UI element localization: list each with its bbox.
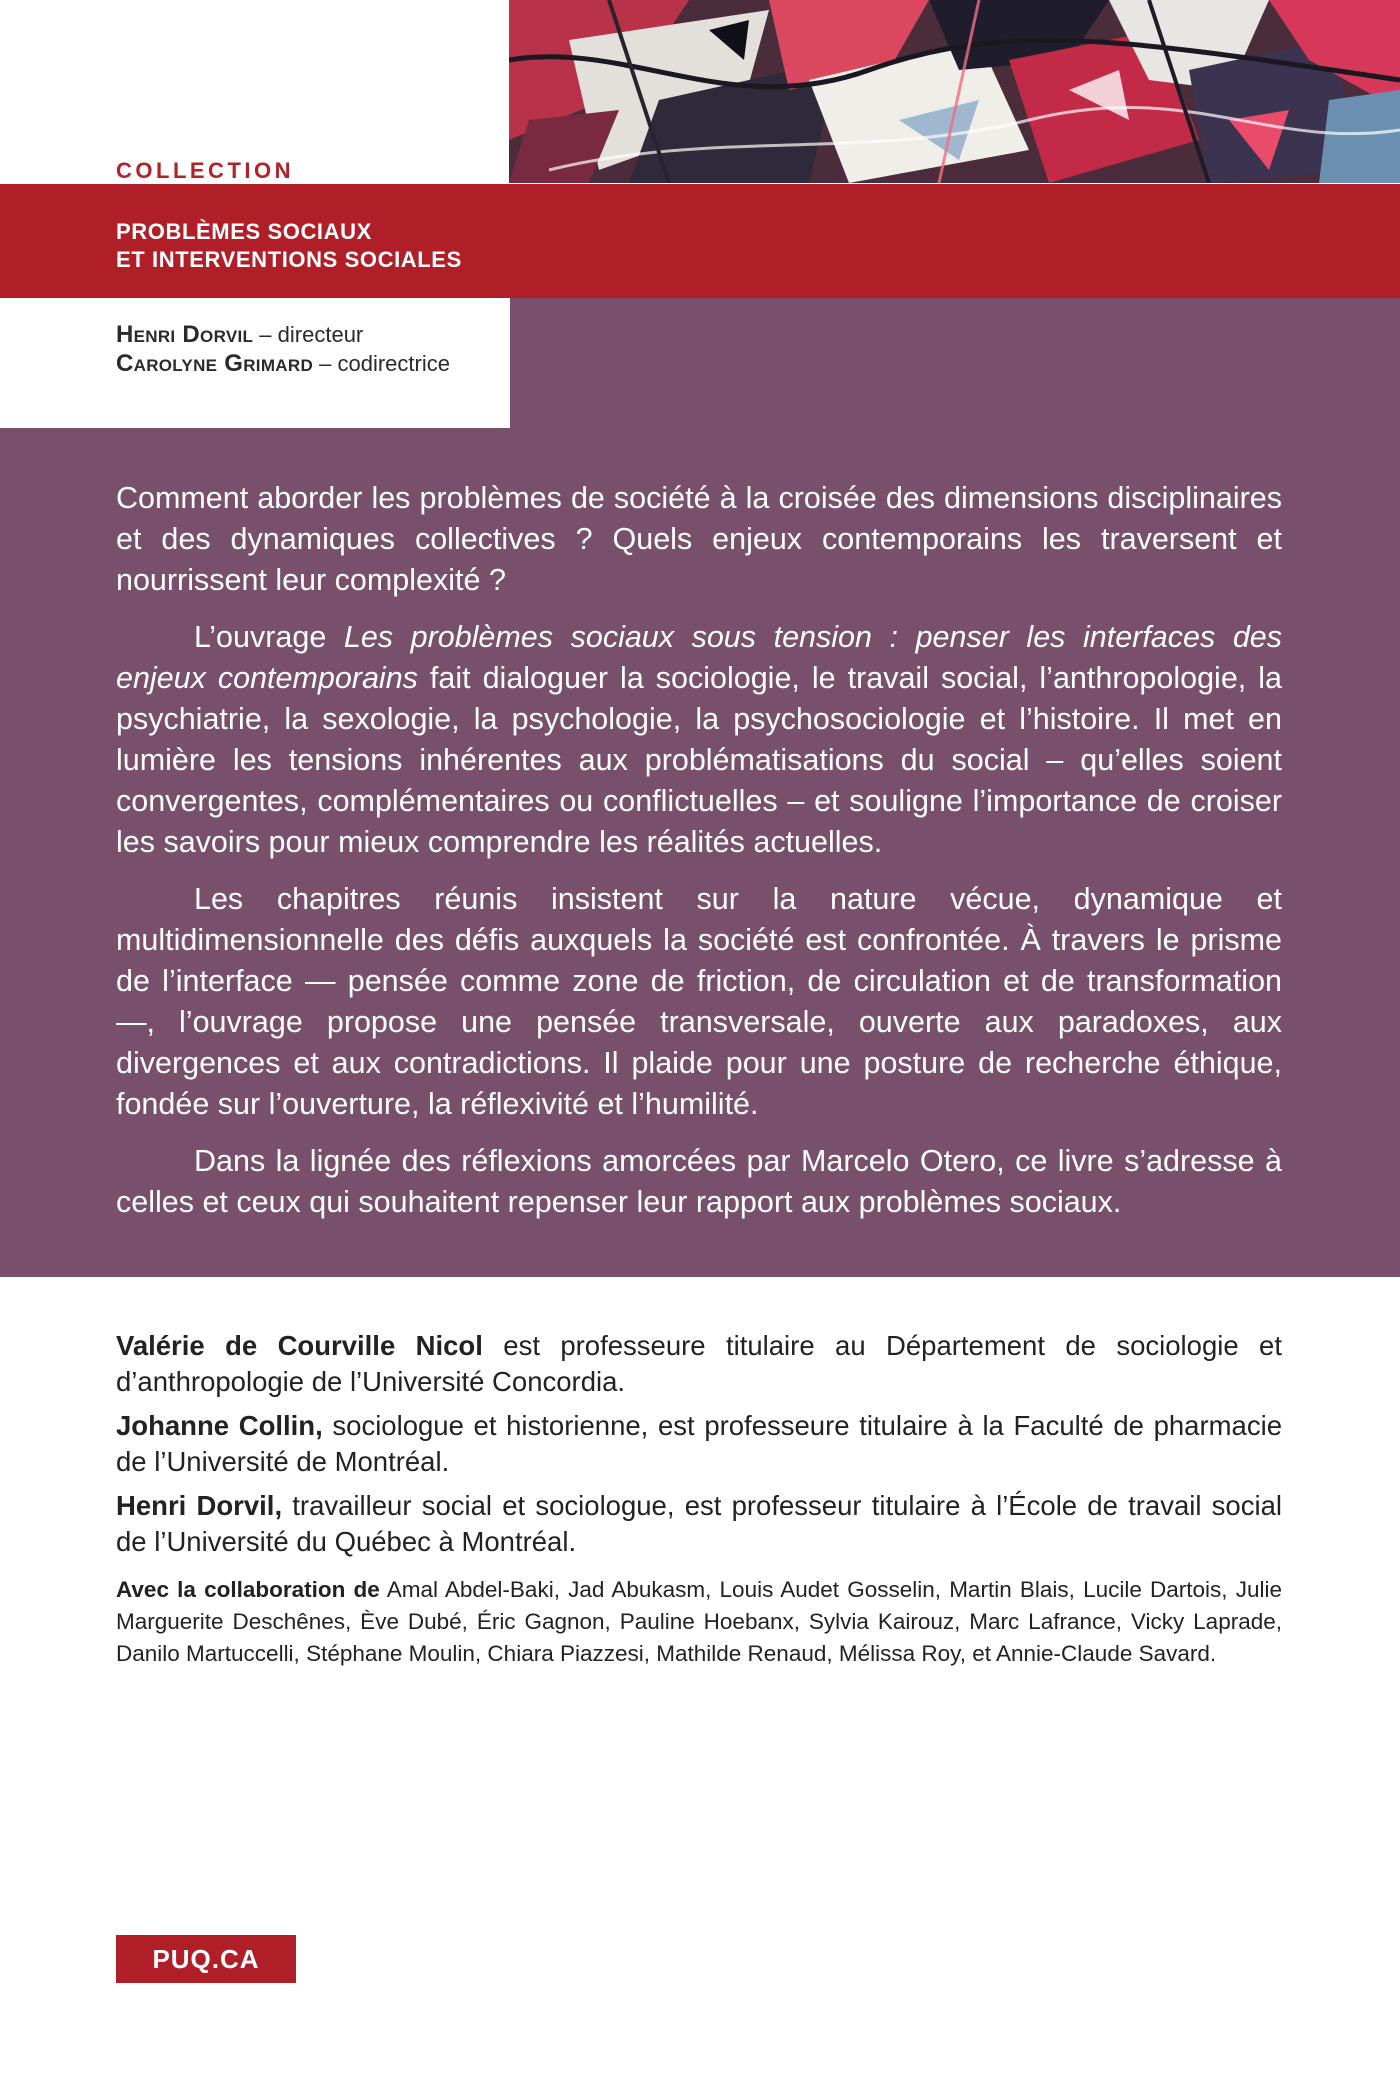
editor-separator: – bbox=[313, 351, 338, 376]
editors-list bbox=[116, 320, 450, 378]
editor-role: directeur bbox=[277, 322, 364, 347]
author-bio bbox=[116, 1408, 1282, 1480]
editors-box bbox=[0, 298, 510, 428]
author-description: travailleur social et sociologue, est professeur titulaire à l’École de travail social de l’Université du Québec à Montréal. bbox=[116, 1490, 1282, 1557]
cover-painting-image bbox=[509, 0, 1400, 183]
author-bio bbox=[116, 1488, 1282, 1560]
author-name: Johanne Collin, bbox=[116, 1410, 323, 1441]
author-bio bbox=[116, 1328, 1282, 1400]
description-paragraph-4: Dans la lignée des réflexions amorcées par Marcelo Otero, ce livre s’adresse à celles et ceux qui souhaitent repenser leur rapport aux problèmes sociaux. bbox=[116, 1144, 1282, 1219]
author-description: est professeure titulaire au Département de sociologie et d’anthropologie de l’Université Concordia. bbox=[116, 1330, 1282, 1397]
editor-role: codirectrice bbox=[337, 351, 450, 376]
collaborators bbox=[116, 1574, 1282, 1670]
collaboration-label: Avec la collaboration de bbox=[116, 1577, 380, 1602]
collaborator-names: Amal Abdel-Baki, Jad Abukasm, Louis Audet Gosselin, Martin Blais, Lucile Dartois, Julie Marguerite Deschênes, Ève Dubé, Éric Gagnon, Pauline Hoebanx, Sylvia Kairouz, Marc Lafrance, Vicky Laprade, Danilo Martuccelli, Stéphane Moulin, Chiara Piazzesi, Mathilde Renaud, Mélissa Roy, et Annie-Claude Savard. bbox=[116, 1577, 1282, 1666]
collection-label: COLLECTION bbox=[116, 158, 294, 183]
series-title-line-2: ET INTERVENTIONS SOCIALES bbox=[116, 247, 462, 272]
editor-director bbox=[116, 320, 450, 349]
series-title-line-1: PROBLÈMES SOCIAUX bbox=[116, 219, 372, 244]
publisher-badge: PUQ.CA bbox=[116, 1935, 296, 1983]
description-paragraph-2 bbox=[116, 617, 1282, 863]
authors-section bbox=[116, 1328, 1282, 1678]
description-paragraph-1: Comment aborder les problèmes de société à la croisée des dimensions disciplinaires et des dynamiques collectives ? Quels enjeux contemporains les traversent et nourrissent leur complexité ? bbox=[116, 481, 1282, 597]
editor-name: Carolyne Grimard bbox=[116, 350, 314, 377]
editor-name: Henri Dorvil bbox=[116, 321, 254, 348]
series-title bbox=[116, 218, 462, 274]
book-description bbox=[116, 478, 1282, 1239]
description-panel bbox=[0, 298, 1400, 1277]
p2-prefix: L’ouvrage bbox=[194, 620, 344, 654]
author-name: Henri Dorvil, bbox=[116, 1490, 283, 1521]
series-band bbox=[0, 184, 1400, 298]
author-name: Valérie de Courville Nicol bbox=[116, 1330, 483, 1361]
p2-rest: fait dialoguer la sociologie, le travail social, l’anthropologie, la psychiatrie, la sexologie, la psychologie, la psychosociologie et l’histoire. Il met en lumière les tensions inhérentes aux problématisations du social – qu’elles soient convergentes, complémentaires ou conflictuelles – et souligne l’importance de croiser les savoirs pour mieux comprendre les réalités actuelles. bbox=[116, 661, 1282, 859]
author-description: sociologue et historienne, est professeure titulaire à la Faculté de pharmacie de l’Université de Montréal. bbox=[116, 1410, 1282, 1477]
editor-codirector bbox=[116, 349, 450, 378]
editor-separator: – bbox=[253, 322, 278, 347]
description-paragraph-3: Les chapitres réunis insistent sur la nature vécue, dynamique et multidimensionnelle des défis auxquels la société est confrontée. À travers le prisme de l’interface — pensée comme zone de friction, de circulation et de transformation —, l’ouvrage propose une pensée transversale, ouverte aux paradoxes, aux divergences et aux contradictions. Il plaide pour une posture de recherche éthique, fondée sur l’ouverture, la réflexivité et l’humilité. bbox=[116, 882, 1282, 1121]
book-title: Les problèmes sociaux sous tension : penser les interfaces des enjeux contemporains bbox=[116, 620, 1282, 695]
